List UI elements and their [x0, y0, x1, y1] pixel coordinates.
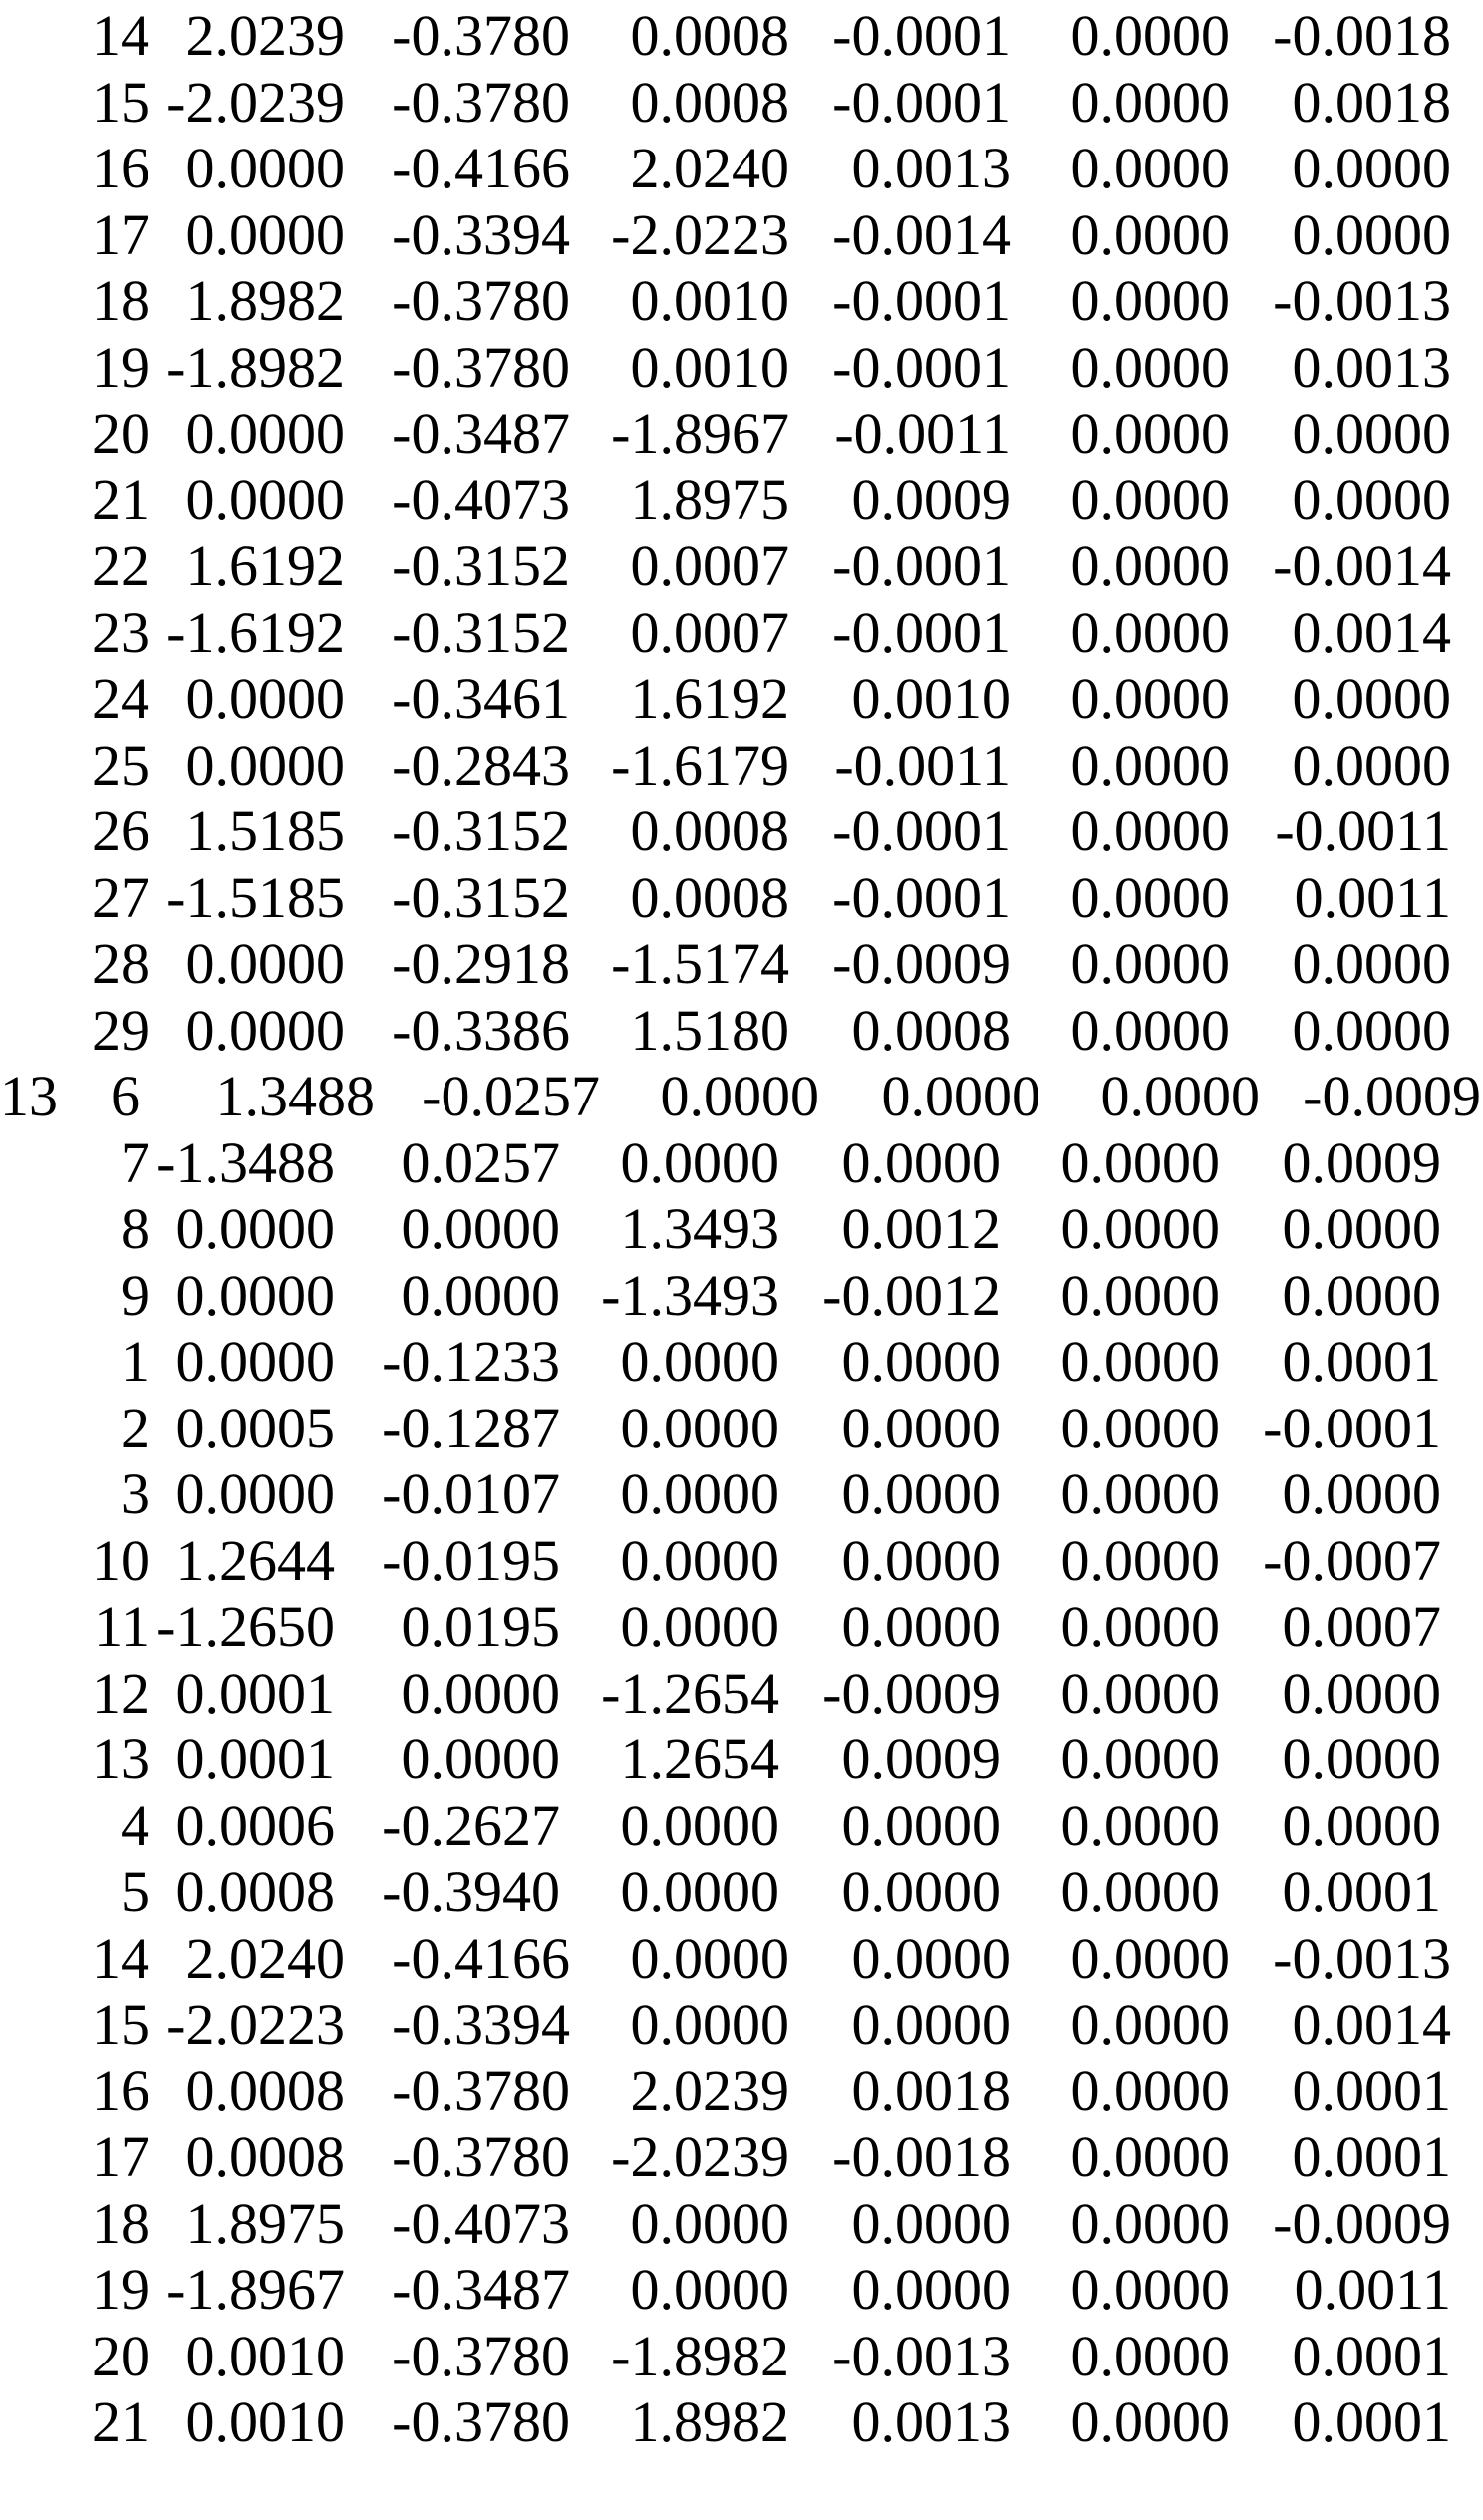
table-cell: 18 [92, 2190, 149, 2256]
table-cell: 0.0008 [175, 1859, 335, 1924]
table-cell: 0.0000 [630, 2257, 789, 2322]
table-row [0, 1264, 1483, 1328]
table-cell: 0.0000 [1292, 467, 1451, 532]
table-row [0, 269, 1483, 333]
table-cell: -0.3152 [392, 798, 570, 863]
table-cell: -0.4073 [392, 2190, 570, 2256]
table-cell: -0.0011 [834, 732, 1011, 797]
table-cell: 0.0000 [185, 931, 345, 996]
table-cell: -0.0013 [1273, 1925, 1451, 1991]
table-cell: 0.0000 [1070, 3, 1230, 68]
table-cell: 0.0007 [630, 599, 789, 665]
table-cell: 0.0000 [630, 1925, 789, 1991]
table-row [0, 1728, 1483, 1791]
table-cell: 0.0000 [620, 1594, 779, 1659]
table-cell: -0.0009 [832, 931, 1011, 996]
table-cell: 0.0007 [1282, 1594, 1441, 1659]
table-cell: -0.0001 [832, 864, 1011, 930]
table-cell: 0.0000 [1060, 1727, 1220, 1791]
table-cell: 0.0000 [841, 1395, 1001, 1460]
table-cell: 0.0000 [620, 1792, 779, 1858]
table-cell: 0.0000 [175, 1329, 335, 1394]
table-row [0, 2258, 1483, 2322]
table-cell: 17 [92, 2124, 149, 2189]
table-cell: 3 [121, 1461, 149, 1526]
table-cell: 1.2654 [620, 1727, 779, 1791]
table-cell: 0.0000 [1070, 2389, 1230, 2454]
table-cell: -0.3780 [392, 69, 570, 135]
table-cell: 18 [92, 268, 149, 333]
table-cell: 1.6192 [185, 533, 345, 598]
table-cell: -1.8982 [611, 2323, 789, 2388]
table-cell: 0.0195 [401, 1594, 560, 1659]
table-cell: 16 [92, 136, 149, 200]
table-cell: 1.3493 [620, 1196, 779, 1261]
table-cell: 0.0000 [1292, 666, 1451, 731]
table-cell: 0.0000 [1070, 136, 1230, 200]
table-cell: -0.0013 [832, 2323, 1011, 2388]
table-cell: 0.0000 [1060, 1527, 1220, 1593]
table-cell: 15 [92, 1992, 149, 2056]
table-cell: -0.3461 [392, 666, 570, 731]
table-cell: 13 [92, 1727, 149, 1791]
table-row [0, 402, 1483, 466]
table-cell: 0.0000 [1070, 599, 1230, 665]
table-cell: 0.0000 [1292, 997, 1451, 1063]
table-cell: -0.3394 [392, 201, 570, 267]
table-row [0, 2325, 1483, 2388]
table-cell: 0.0000 [185, 732, 345, 797]
table-cell: -0.3152 [392, 864, 570, 930]
table-cell: 0.0000 [1070, 334, 1230, 400]
table-cell: -2.0239 [611, 2124, 789, 2189]
table-cell: 0.0000 [185, 666, 345, 731]
table-cell: -0.4166 [392, 1925, 570, 1991]
table-cell: 8 [121, 1196, 149, 1261]
table-cell: 11 [94, 1594, 149, 1659]
table-cell: 0.0011 [1294, 864, 1451, 930]
table-cell: -0.0014 [832, 201, 1011, 267]
table-cell: -1.6192 [166, 599, 345, 665]
table-cell: 0.0000 [1070, 732, 1230, 797]
table-cell: 0.0000 [1070, 268, 1230, 333]
table-row [0, 1993, 1483, 2056]
table-cell: 0.0000 [1292, 136, 1451, 200]
table-cell: 10 [92, 1527, 149, 1593]
table-row [0, 667, 1483, 731]
table-cell: 0.0008 [185, 2124, 345, 2189]
table-cell: 0.0000 [401, 1660, 560, 1726]
table-cell: 0.0000 [841, 1527, 1001, 1593]
table-cell: -0.3152 [392, 599, 570, 665]
table-row-group-start [0, 1065, 1483, 1128]
table-row [0, 4, 1483, 68]
table-cell: -0.0009 [1303, 1064, 1481, 1128]
table-cell: 0.0000 [1070, 997, 1230, 1063]
table-cell: 0.0000 [1070, 533, 1230, 598]
table-cell: 23 [92, 599, 149, 665]
table-cell: 1.8975 [630, 467, 789, 532]
table-cell: -0.0195 [382, 1527, 560, 1593]
table-cell: 15 [92, 69, 149, 135]
table-cell: 0.0012 [841, 1196, 1001, 1261]
table-cell: 0.0000 [185, 401, 345, 466]
table-cell: -0.3487 [392, 2257, 570, 2322]
table-row [0, 336, 1483, 400]
table-row [0, 932, 1483, 996]
table-row [0, 203, 1483, 267]
table-cell: 0.0018 [1292, 69, 1451, 135]
table-cell: 0.0000 [1060, 1859, 1220, 1924]
table-cell: 0.0000 [1070, 2057, 1230, 2123]
table-cell: 0.0000 [175, 1461, 335, 1526]
table-cell: 0.0018 [851, 2057, 1011, 2123]
table-cell: -0.3940 [382, 1859, 560, 1924]
table-row [0, 2192, 1483, 2256]
table-cell: 0.0000 [1070, 2257, 1230, 2322]
table-cell: -0.0257 [422, 1064, 600, 1128]
table-cell: 5 [121, 1859, 149, 1924]
table-cell: 1 [121, 1329, 149, 1394]
table-cell: 0.0009 [851, 467, 1011, 532]
table-cell: 0.0000 [630, 2190, 789, 2256]
table-cell: 0.0000 [620, 1461, 779, 1526]
table-cell: 0.0000 [881, 1064, 1040, 1128]
table-cell: 0.0000 [401, 1196, 560, 1261]
table-cell: 0.0001 [175, 1660, 335, 1726]
table-cell: 12 [92, 1660, 149, 1726]
table-cell: -2.0223 [611, 201, 789, 267]
table-cell: -0.0001 [1263, 1395, 1441, 1460]
table-cell: 0.0000 [1060, 1594, 1220, 1659]
table-row [0, 2059, 1483, 2123]
table-cell: 20 [92, 2323, 149, 2388]
table-cell: 0.0000 [1060, 1461, 1220, 1526]
table-cell: 0.0000 [841, 1792, 1001, 1858]
table-cell: 0.0000 [1292, 931, 1451, 996]
table-cell: 0.0000 [185, 467, 345, 532]
table-cell: 4 [121, 1792, 149, 1858]
table-cell: 0.0000 [1100, 1064, 1260, 1128]
table-cell: 21 [92, 2389, 149, 2454]
table-row [0, 1662, 1483, 1726]
table-cell: 13 [0, 1064, 58, 1128]
table-cell: 0.0000 [620, 1859, 779, 1924]
table-cell: 0.0000 [1060, 1660, 1220, 1726]
table-cell: 14 [92, 3, 149, 68]
table-cell: -0.3780 [392, 2323, 570, 2388]
table-row [0, 137, 1483, 200]
table-cell: 0.0001 [1292, 2057, 1451, 2123]
table-cell: 2 [121, 1395, 149, 1460]
table-cell: 0.0000 [620, 1129, 779, 1195]
table-cell: -1.8967 [611, 401, 789, 466]
table-cell: 0.0000 [660, 1064, 819, 1128]
table-cell: 0.0000 [1070, 666, 1230, 731]
table-cell: 0.0000 [175, 1262, 335, 1328]
table-cell: 0.0000 [401, 1727, 560, 1791]
table-cell: -0.0018 [1273, 3, 1451, 68]
table-cell: -0.3780 [392, 268, 570, 333]
table-cell: 0.0000 [1060, 1262, 1220, 1328]
table-cell: 0.0000 [1060, 1329, 1220, 1394]
table-cell: -0.3780 [392, 3, 570, 68]
table-cell: 0.0008 [630, 69, 789, 135]
table-cell: 0.0000 [851, 1992, 1011, 2056]
table-cell: -0.3780 [392, 2389, 570, 2454]
table-cell: -0.0012 [822, 1262, 1001, 1328]
table-cell: -0.0007 [1263, 1527, 1441, 1593]
table-cell: 0.0008 [851, 997, 1011, 1063]
table-cell: 0.0000 [1070, 2323, 1230, 2388]
table-row [0, 1462, 1483, 1526]
table-cell: -0.0014 [1273, 533, 1451, 598]
table-cell: -0.2918 [392, 931, 570, 996]
table-cell: 0.0000 [851, 1925, 1011, 1991]
table-row [0, 71, 1483, 135]
table-cell: 0.0257 [401, 1129, 560, 1195]
table-cell: -0.3386 [392, 997, 570, 1063]
table-cell: 0.0008 [630, 864, 789, 930]
table-cell: 1.8975 [185, 2190, 345, 2256]
table-cell: 0.0010 [630, 268, 789, 333]
table-cell: 0.0000 [1282, 1196, 1441, 1261]
table-cell: 16 [92, 2057, 149, 2123]
table-cell: 0.0001 [1282, 1859, 1441, 1924]
table-cell: -0.0107 [382, 1461, 560, 1526]
table-cell: 0.0000 [1070, 1925, 1230, 1991]
table-cell: 0.0000 [620, 1395, 779, 1460]
table-row [0, 1197, 1483, 1261]
table-cell: 0.0000 [620, 1527, 779, 1593]
table-cell: 0.0000 [1060, 1395, 1220, 1460]
table-cell: 0.0000 [1282, 1461, 1441, 1526]
table-cell: 0.0010 [185, 2323, 345, 2388]
table-cell: -0.2843 [392, 732, 570, 797]
table-cell: 0.0013 [851, 136, 1011, 200]
table-cell: -0.3780 [392, 334, 570, 400]
table-cell: 7 [121, 1129, 149, 1195]
table-cell: -1.3493 [601, 1262, 779, 1328]
table-row [0, 1529, 1483, 1593]
table-cell: -0.0001 [832, 533, 1011, 598]
table-cell: 0.0000 [1282, 1792, 1441, 1858]
table-cell: 0.0000 [1292, 732, 1451, 797]
table-row [0, 1595, 1483, 1659]
table-cell: -0.4073 [392, 467, 570, 532]
table-cell: -2.0239 [166, 69, 345, 135]
table-cell: 1.6192 [630, 666, 789, 731]
table-cell: 0.0000 [1070, 69, 1230, 135]
table-cell: 2.0240 [185, 1925, 345, 1991]
table-cell: 0.0000 [620, 1329, 779, 1394]
table-cell: -0.0001 [832, 599, 1011, 665]
table-cell: 14 [92, 1925, 149, 1991]
table-cell: 0.0011 [1294, 2257, 1451, 2322]
table-row [0, 534, 1483, 598]
table-cell: 22 [92, 533, 149, 598]
table-cell: -0.3780 [392, 2057, 570, 2123]
table-cell: 0.0009 [1282, 1129, 1441, 1195]
table-row [0, 2390, 1483, 2454]
table-cell: 2.0240 [630, 136, 789, 200]
table-row [0, 2125, 1483, 2189]
table-cell: 1.2644 [175, 1527, 335, 1593]
table-cell: 0.0009 [841, 1727, 1001, 1791]
table-cell: 19 [92, 334, 149, 400]
table-cell: 0.0000 [1282, 1262, 1441, 1328]
table-cell: -0.0001 [832, 798, 1011, 863]
table-cell: 17 [92, 201, 149, 267]
table-row [0, 1131, 1483, 1195]
table-cell: 27 [92, 864, 149, 930]
table-cell: 0.0000 [1070, 931, 1230, 996]
table-cell: 0.0000 [1070, 2190, 1230, 2256]
table-cell: -0.3152 [392, 533, 570, 598]
table-row [0, 999, 1483, 1063]
table-row [0, 469, 1483, 532]
table-cell: 0.0000 [841, 1129, 1001, 1195]
table-cell: 0.0000 [1070, 467, 1230, 532]
table-cell: -0.0018 [832, 2124, 1011, 2189]
table-cell: 0.0001 [1292, 2124, 1451, 2189]
table-row [0, 799, 1483, 863]
table-cell: -0.3487 [392, 401, 570, 466]
table-cell: 0.0008 [185, 2057, 345, 2123]
table-cell: 0.0000 [841, 1461, 1001, 1526]
table-cell: -0.0011 [1275, 798, 1451, 863]
table-cell: 0.0007 [630, 533, 789, 598]
table-cell: 0.0000 [185, 201, 345, 267]
table-row [0, 1330, 1483, 1394]
table-cell: 1.5185 [185, 798, 345, 863]
table-cell: 28 [92, 931, 149, 996]
table-cell: 0.0001 [1292, 2389, 1451, 2454]
table-cell: 1.8982 [630, 2389, 789, 2454]
table-cell: 0.0001 [175, 1727, 335, 1791]
table-cell: 0.0000 [851, 2257, 1011, 2322]
table-cell: -2.0223 [166, 1992, 345, 2056]
table-cell: -0.0009 [1273, 2190, 1451, 2256]
table-cell: -1.6179 [611, 732, 789, 797]
table-cell: 0.0000 [841, 1859, 1001, 1924]
table-cell: -0.0011 [834, 401, 1011, 466]
table-cell: -0.0001 [832, 69, 1011, 135]
table-cell: 21 [92, 467, 149, 532]
table-cell: 0.0000 [1292, 201, 1451, 267]
table-cell: 6 [111, 1064, 140, 1128]
table-cell: -0.2627 [382, 1792, 560, 1858]
table-cell: 25 [92, 732, 149, 797]
table-cell: -0.3780 [392, 2124, 570, 2189]
table-row [0, 734, 1483, 797]
table-cell: -0.1287 [382, 1395, 560, 1460]
table-cell: 0.0013 [1292, 334, 1451, 400]
table-cell: 0.0000 [185, 136, 345, 200]
table-cell: 2.0239 [630, 2057, 789, 2123]
table-cell: 0.0000 [401, 1262, 560, 1328]
table-cell: 0.0001 [1292, 2323, 1451, 2388]
table-cell: 0.0014 [1292, 1992, 1451, 2056]
table-cell: 0.0001 [1282, 1329, 1441, 1394]
table-cell: -0.3394 [392, 1992, 570, 2056]
table-cell: 0.0000 [175, 1196, 335, 1261]
table-row [0, 866, 1483, 930]
table-row [0, 601, 1483, 665]
table-cell: -0.0001 [832, 3, 1011, 68]
table-cell: -0.4166 [392, 136, 570, 200]
table-cell: 29 [92, 997, 149, 1063]
table-cell: -0.0001 [832, 268, 1011, 333]
table-cell: -1.2650 [156, 1594, 335, 1659]
table-cell: 0.0000 [1292, 401, 1451, 466]
table-cell: -0.0013 [1273, 268, 1451, 333]
table-cell: 0.0005 [175, 1395, 335, 1460]
table-cell: 0.0000 [1060, 1196, 1220, 1261]
table-cell: 0.0000 [1060, 1129, 1220, 1195]
table-row [0, 1927, 1483, 1991]
table-cell: 2.0239 [185, 3, 345, 68]
table-cell: -1.8967 [166, 2257, 345, 2322]
table-cell: -1.5174 [611, 931, 789, 996]
table-cell: 9 [121, 1262, 149, 1328]
table-cell: 19 [92, 2257, 149, 2322]
table-row [0, 1397, 1483, 1460]
table-cell: 24 [92, 666, 149, 731]
table-cell: 0.0000 [1070, 201, 1230, 267]
table-row [0, 1860, 1483, 1924]
table-cell: 0.0000 [1070, 2124, 1230, 2189]
table-cell: 0.0000 [1282, 1660, 1441, 1726]
table-cell: 0.0000 [851, 2190, 1011, 2256]
table-cell: 0.0000 [185, 997, 345, 1063]
table-cell: 0.0000 [1070, 798, 1230, 863]
table-cell: 0.0000 [1070, 864, 1230, 930]
table-cell: 0.0006 [175, 1792, 335, 1858]
table-cell: 0.0000 [1070, 1992, 1230, 2056]
table-cell: 0.0000 [630, 1992, 789, 2056]
table-cell: 26 [92, 798, 149, 863]
table-cell: -0.1233 [382, 1329, 560, 1394]
table-cell: 1.5180 [630, 997, 789, 1063]
table-cell: -1.2654 [601, 1660, 779, 1726]
table-cell: -1.5185 [166, 864, 345, 930]
table-cell: 0.0008 [630, 798, 789, 863]
table-cell: 0.0010 [630, 334, 789, 400]
table-cell: -1.8982 [166, 334, 345, 400]
table-cell: 0.0008 [630, 3, 789, 68]
table-cell: -1.3488 [156, 1129, 335, 1195]
table-cell: 1.8982 [185, 268, 345, 333]
table-cell: 0.0000 [1070, 401, 1230, 466]
table-cell: -0.0009 [822, 1660, 1001, 1726]
table-cell: 0.0010 [185, 2389, 345, 2454]
table-cell: 0.0000 [1282, 1727, 1441, 1791]
table-cell: -0.0001 [832, 334, 1011, 400]
table-cell: 0.0010 [851, 666, 1011, 731]
table-cell: 0.0000 [841, 1594, 1001, 1659]
table-cell: 0.0014 [1292, 599, 1451, 665]
table-cell: 0.0000 [841, 1329, 1001, 1394]
table-cell: 0.0000 [1060, 1792, 1220, 1858]
table-cell: 20 [92, 401, 149, 466]
table-cell: 0.0013 [851, 2389, 1011, 2454]
table-cell: 1.3488 [215, 1064, 375, 1128]
table-row [0, 1794, 1483, 1858]
